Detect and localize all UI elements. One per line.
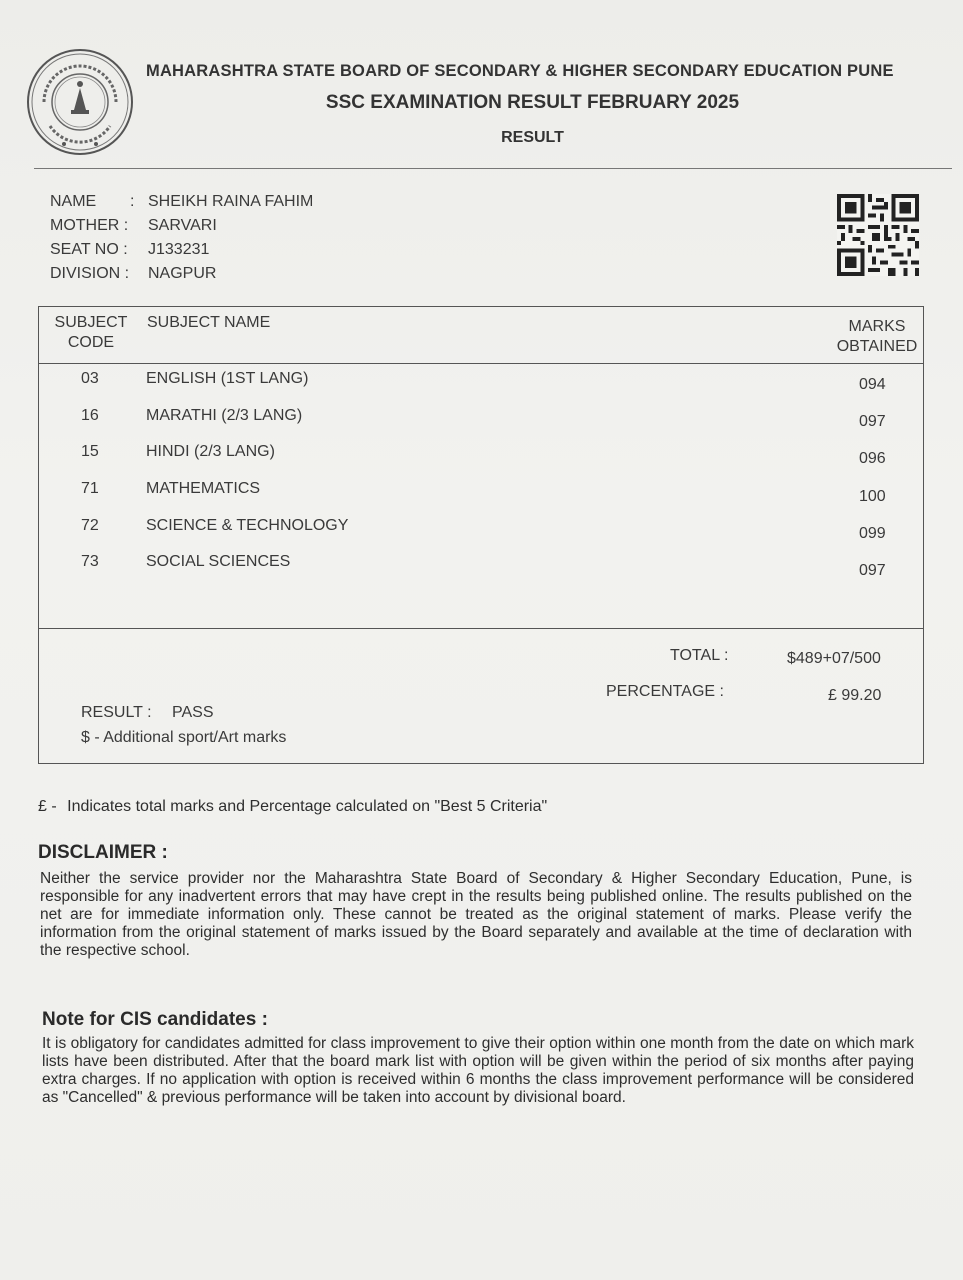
header-divider [34, 168, 952, 169]
info-seat [50, 241, 210, 259]
mother-name: SARVARI [148, 217, 217, 234]
table-row [39, 517, 923, 541]
subject-name: HINDI (2/3 LANG) [146, 443, 275, 460]
subject-code: 03 [81, 370, 99, 387]
subject-marks: 100 [859, 488, 886, 505]
subject-code: 16 [81, 407, 99, 424]
table-row [39, 407, 923, 431]
seat-label: SEAT NO : [50, 241, 128, 258]
subject-code: 15 [81, 443, 99, 460]
marks-table [38, 306, 924, 764]
col-marks-header [825, 317, 929, 357]
subject-name: MARATHI (2/3 LANG) [146, 407, 303, 424]
subject-name: SCIENCE & TECHNOLOGY [146, 517, 349, 534]
col-subject-code-header [53, 313, 129, 353]
subject-code: 73 [81, 553, 99, 570]
doc-type: RESULT [501, 129, 564, 146]
info-division [50, 265, 217, 283]
subject-marks: 099 [859, 525, 886, 542]
board-name: MAHARASHTRA STATE BOARD OF SECONDARY & HIGHER SECONDARY EDUCATION PUNE [146, 62, 894, 80]
percentage-value: £ 99.20 [828, 687, 882, 704]
subject-name: SOCIAL SCIENCES [146, 553, 291, 570]
subject-name: MATHEMATICS [146, 480, 261, 497]
subject-code: 72 [81, 517, 99, 534]
division-label: DIVISION : [50, 265, 130, 282]
result-label: RESULT : [81, 704, 152, 721]
candidate-name: SHEIKH RAINA FAHIM [148, 193, 314, 210]
info-mother [50, 217, 217, 235]
best-five-note [38, 798, 547, 816]
subject-marks: 094 [859, 376, 886, 393]
cis-note-title: Note for CIS candidates : [42, 1009, 268, 1030]
division-name: NAGPUR [148, 265, 217, 282]
pound-note-text: Indicates total marks and Percentage calculated on "Best 5 Criteria" [67, 798, 548, 815]
subject-code: 71 [81, 480, 99, 497]
disclaimer-title: DISCLAIMER : [38, 842, 168, 863]
percentage-label: PERCENTAGE : [606, 683, 724, 700]
table-row [39, 553, 923, 577]
subject-name: ENGLISH (1ST LANG) [146, 370, 309, 387]
result-value: PASS [172, 704, 214, 721]
subject-marks: 097 [859, 562, 886, 579]
pound-symbol: £ - [38, 798, 57, 815]
col-marks-line2: OBTAINED [836, 338, 918, 355]
disclaimer-text: Neither the service provider nor the Maharashtra State Board of Secondary & Higher Secondary Education, Pune, is responsible for any inadvertent errors that may have crept in the results being published online. The results published on the net are for immediate information only. These cannot be treated as the original statement of marks. Please verify the information from the original statement of marks issued by the Board separately and available at the time of declaration with the respective school. [40, 870, 912, 959]
col-code-line1: SUBJECT [54, 314, 128, 331]
sport-art-footnote: $ - Additional sport/Art marks [81, 729, 287, 746]
seat-number: J133231 [148, 241, 210, 258]
col-marks-line1: MARKS [848, 318, 906, 335]
info-name [50, 193, 314, 211]
total-value: $489+07/500 [787, 650, 881, 667]
col-code-line2: CODE [67, 334, 115, 351]
summary-rule [39, 628, 923, 629]
cis-note-text: It is obligatory for candidates admitted for class improvement to give their option within one month from the date on which mark lists have been distributed. After that the board mark list with option will be given within the period of six months after paying extra charges. If no application with option is received within 6 months the class improvement performance will be considered as "Cancelled" & previous performance will be taken into account by divisional board. [42, 1035, 914, 1106]
exam-title: SSC EXAMINATION RESULT FEBRUARY 2025 [325, 92, 740, 113]
header-rule [39, 363, 923, 364]
qr-code-icon [836, 194, 920, 276]
table-row [39, 370, 923, 394]
table-row [39, 443, 923, 467]
subject-marks: 096 [859, 450, 886, 467]
total-label: TOTAL : [670, 647, 729, 664]
subject-marks: 097 [859, 413, 886, 430]
name-sep: : [130, 193, 135, 210]
table-row [39, 480, 923, 504]
mother-label: MOTHER : [50, 217, 129, 234]
name-label: NAME [50, 193, 97, 210]
col-subject-name-header: SUBJECT NAME [147, 314, 271, 331]
